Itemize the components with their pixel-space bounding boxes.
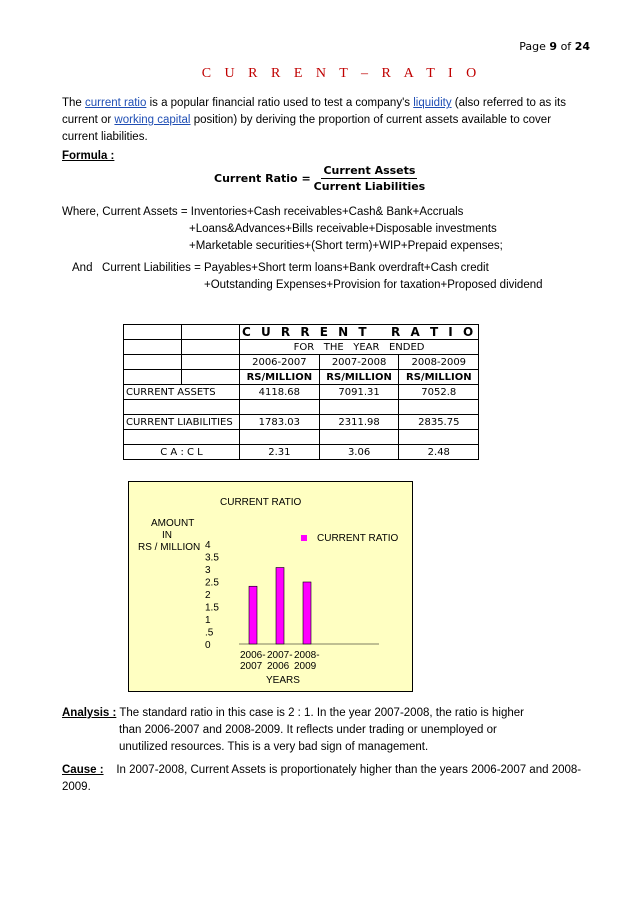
table-year: 2008-2009 xyxy=(399,355,479,370)
row-label: CURRENT LIABILITIES xyxy=(124,415,240,430)
chart-tick-label: 1 xyxy=(205,615,211,626)
current-ratio-table xyxy=(123,324,479,460)
table-cell: 4118.68 xyxy=(240,385,320,400)
link-current-ratio[interactable]: current ratio xyxy=(85,97,147,109)
liabilities-def-line2: +Outstanding Expenses+Provision for taxation+Proposed dividend xyxy=(204,279,543,291)
table-row xyxy=(124,430,479,445)
table-cell: 7052.8 xyxy=(399,385,479,400)
table-row xyxy=(124,400,479,415)
table-row xyxy=(124,370,479,385)
chart-tick-label: 4 xyxy=(205,540,211,551)
formula-label: Formula : xyxy=(62,150,115,162)
legend-swatch xyxy=(301,535,307,541)
table-cell: 1783.03 xyxy=(240,415,320,430)
chart-category-label: 2006 xyxy=(267,661,290,672)
table-row xyxy=(124,415,479,430)
table-unit: RS/MILLION xyxy=(399,370,479,385)
table-unit: RS/MILLION xyxy=(319,370,399,385)
table-row xyxy=(124,385,479,400)
assets-def-line2: +Loans&Advances+Bills receivable+Disposable investments xyxy=(189,223,497,235)
formula xyxy=(214,164,425,193)
table-unit: RS/MILLION xyxy=(240,370,320,385)
chart-xlabel: YEARS xyxy=(266,675,300,686)
chart-svg xyxy=(129,482,412,691)
cause-label: Cause : xyxy=(62,764,104,776)
table-cell: 2311.98 xyxy=(319,415,399,430)
table-cell: 2.48 xyxy=(399,445,479,460)
page-title: C U R R E N T – R A T I O xyxy=(201,66,482,81)
chart-tick-label: 1.5 xyxy=(205,602,219,614)
analysis-section: Analysis : The standard ratio in this case is 2 : 1. In the year 2007-2008, the ratio is higher than 2006-2007 and 2008-2009. It reflects under trading or unemployed or unutilized resources. This is a very bad sign of management. xyxy=(62,707,524,753)
chart-tick-label: 2.5 xyxy=(205,577,219,589)
chart-tick-label: .5 xyxy=(205,627,214,639)
chart-bar xyxy=(276,568,284,645)
formula-denominator: Current Liabilities xyxy=(313,180,426,193)
cause-section: Cause : In 2007-2008, Current Assets is proportionately higher than the years 2006-2007 and 2008-2009. xyxy=(62,764,582,793)
formula-lhs: Current Ratio = xyxy=(214,172,311,185)
table-cell: 2.31 xyxy=(240,445,320,460)
table-row xyxy=(124,325,479,340)
chart-ylabel: AMOUNT xyxy=(151,518,195,529)
chart-bar xyxy=(249,586,257,644)
row-label: C A : C L xyxy=(124,445,240,460)
table-cell: 3.06 xyxy=(319,445,399,460)
chart-category-label: 2007- xyxy=(267,650,293,661)
assets-def-line3: +Marketable securities+(Short term)+WIP+Prepaid expenses; xyxy=(189,240,503,252)
current-ratio-chart xyxy=(128,481,413,692)
table-row xyxy=(124,445,479,460)
chart-tick-label: 3.5 xyxy=(205,552,219,564)
legend-label: CURRENT RATIO xyxy=(317,533,399,544)
table-row xyxy=(124,340,479,355)
chart-title: CURRENT RATIO xyxy=(220,497,302,508)
intro-paragraph: The current ratio is a popular financial ratio used to test a company's liquidity (also referred to as its current or working capital position) by deriving the proportion of current assets available to cover current liabilities. xyxy=(62,97,566,143)
table-title: C U R R E N T R A T I O xyxy=(240,325,479,340)
table-subtitle: FOR THE YEAR ENDED xyxy=(240,340,479,355)
chart-category-label: 2008- xyxy=(294,650,320,661)
formula-numerator: Current Assets xyxy=(323,164,416,177)
row-label: CURRENT ASSETS xyxy=(124,385,240,400)
link-liquidity[interactable]: liquidity xyxy=(413,97,452,109)
table-cell: 2835.75 xyxy=(399,415,479,430)
chart-category-label: 2006- xyxy=(240,650,266,661)
chart-category-label: 2007 xyxy=(240,661,263,672)
table-row xyxy=(124,355,479,370)
formula-fraction xyxy=(314,164,426,193)
chart-ylabel: RS / MILLION xyxy=(138,542,201,553)
chart-tick-label: 3 xyxy=(205,565,211,576)
table-year: 2007-2008 xyxy=(319,355,399,370)
chart-category-label: 2009 xyxy=(294,661,317,672)
page-number: Page 9 of 24 xyxy=(519,40,590,53)
analysis-label: Analysis : xyxy=(62,707,117,719)
link-working-capital[interactable]: working capital xyxy=(114,114,191,126)
assets-def-line1: Where, Current Assets = Inventories+Cash receivables+Cash& Bank+Accruals xyxy=(62,206,464,218)
chart-ylabel: IN xyxy=(162,530,172,541)
chart-tick-label: 0 xyxy=(205,640,211,651)
chart-tick-label: 2 xyxy=(205,590,211,601)
table-year: 2006-2007 xyxy=(240,355,320,370)
table-cell: 7091.31 xyxy=(319,385,399,400)
chart-bar xyxy=(303,582,311,644)
liabilities-def-line1: And Current Liabilities = Payables+Short term loans+Bank overdraft+Cash credit xyxy=(72,262,489,274)
